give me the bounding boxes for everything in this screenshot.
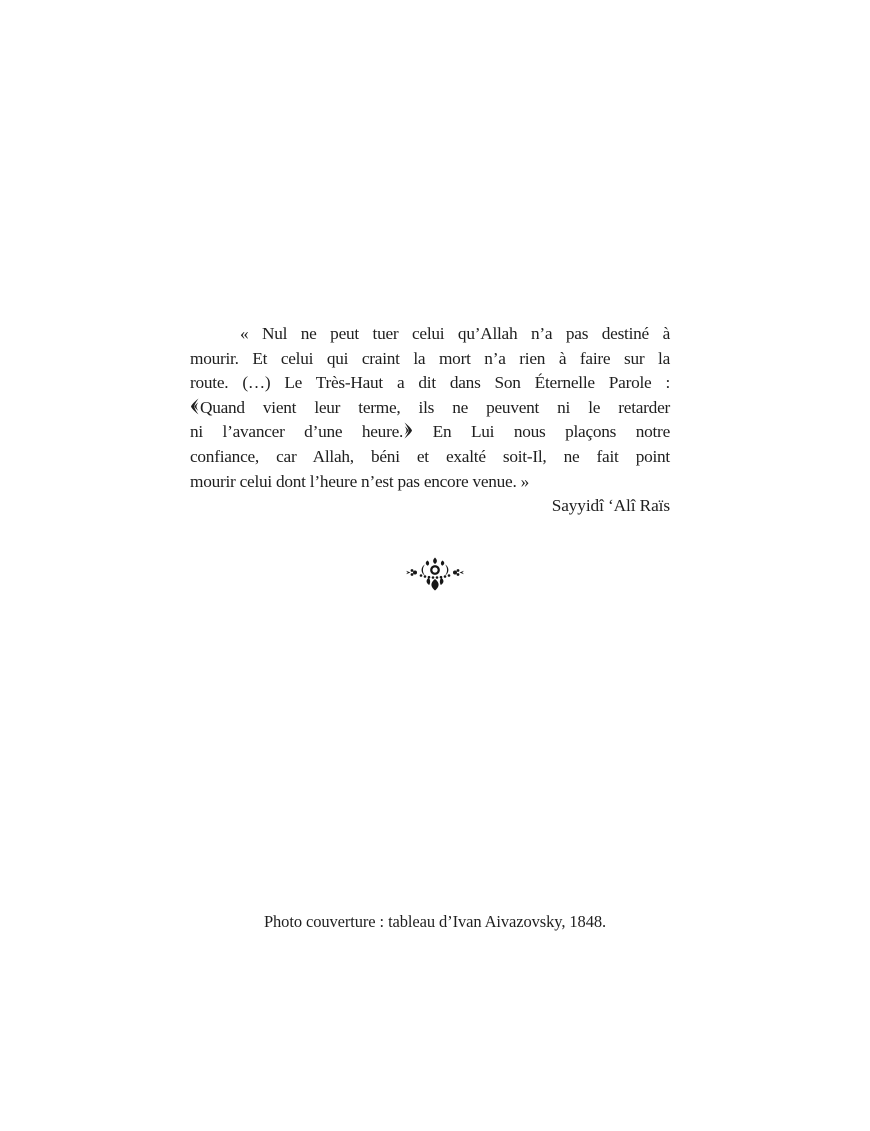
quote-line-3 xyxy=(190,371,670,396)
quote-text: En Lui nous plaçons notre xyxy=(413,422,670,442)
quote-line-5 xyxy=(190,420,670,445)
ornate-open-bracket-icon xyxy=(190,398,199,415)
quote-text: mourir celui dont l’heure n’est pas encore venue. » xyxy=(190,471,529,491)
photo-credit: Photo couverture : tableau d’Ivan Aivazovsky, 1848. xyxy=(263,912,607,931)
quote-line-6 xyxy=(190,445,670,470)
quote-text: confiance, car Allah, béni et exalté soit-Il, ne fait point xyxy=(190,446,670,466)
quote-line-2 xyxy=(190,347,670,372)
quote-line-1 xyxy=(190,322,670,347)
quote-line-7 xyxy=(190,470,670,495)
ornate-close-bracket-icon xyxy=(404,422,413,439)
section-divider xyxy=(0,556,870,592)
quote-text: route. (…) Le Très-Haut a dit dans Son Éternelle Parole : xyxy=(190,373,670,393)
quote-text: ni l’avancer d’une heure. xyxy=(190,422,404,442)
quote-line-4 xyxy=(190,396,670,421)
fleuron-ornament-icon xyxy=(406,556,464,592)
quote-text: « Nul ne peut tuer celui qu’Allah n’a pas destiné à xyxy=(240,324,670,343)
quote-text: mourir. Et celui qui craint la mort n’a rien à faire sur la xyxy=(190,348,670,368)
quote-text: Quand vient leur terme, ils ne peuvent ni le retarder xyxy=(200,397,670,417)
epigraph-quote-block xyxy=(190,322,670,519)
quote-attribution: Sayyidî ‘Alî Raïs xyxy=(551,496,670,516)
